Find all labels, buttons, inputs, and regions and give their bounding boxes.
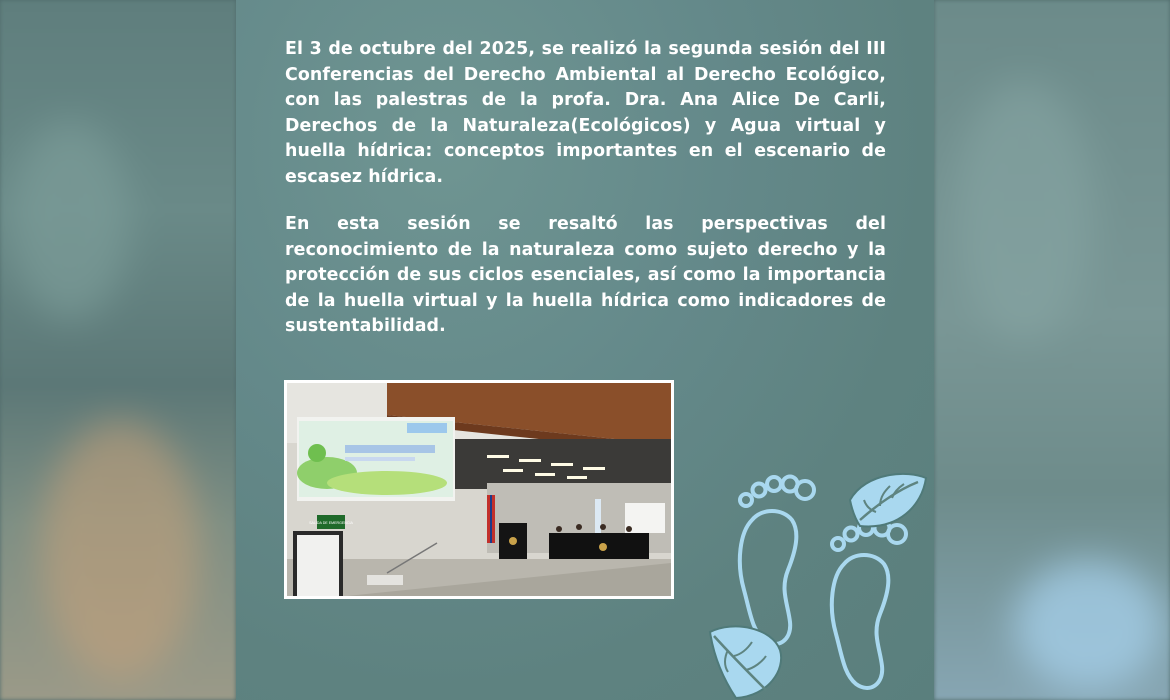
- leaf-icon: [846, 470, 930, 532]
- paragraph-session-summary: El 3 de octubre del 2025, se realizó la segunda sesión del III Conferencias del Derecho Ambiental al Derecho Ecológico, con las palestras de la profa. Dra. Ana Alice De Carli, Derechos de la Naturaleza(Ecológicos) y Agua virtual y huella hídrica: conceptos importantes en el escenario de escasez hídrica.: [285, 39, 886, 187]
- blurred-backdrop-right: [934, 0, 1170, 700]
- paragraph-session-highlights: En esta sesión se resaltó las perspectivas del reconocimiento de la naturaleza como sujeto derecho y la protección de sus ciclos esenciales, así como la importancia de la huella virtual y la huella hídrica como indicadores de sustentabilidad.: [285, 214, 886, 336]
- post-panel: [236, 0, 934, 700]
- leaf-icon: [706, 620, 784, 700]
- event-photo: [284, 380, 674, 599]
- auditorium-photo-illustration: [287, 383, 671, 596]
- blurred-backdrop-left: [0, 0, 236, 700]
- exit-sign-text: SALIDA DE EMERGENCIA: [309, 521, 353, 525]
